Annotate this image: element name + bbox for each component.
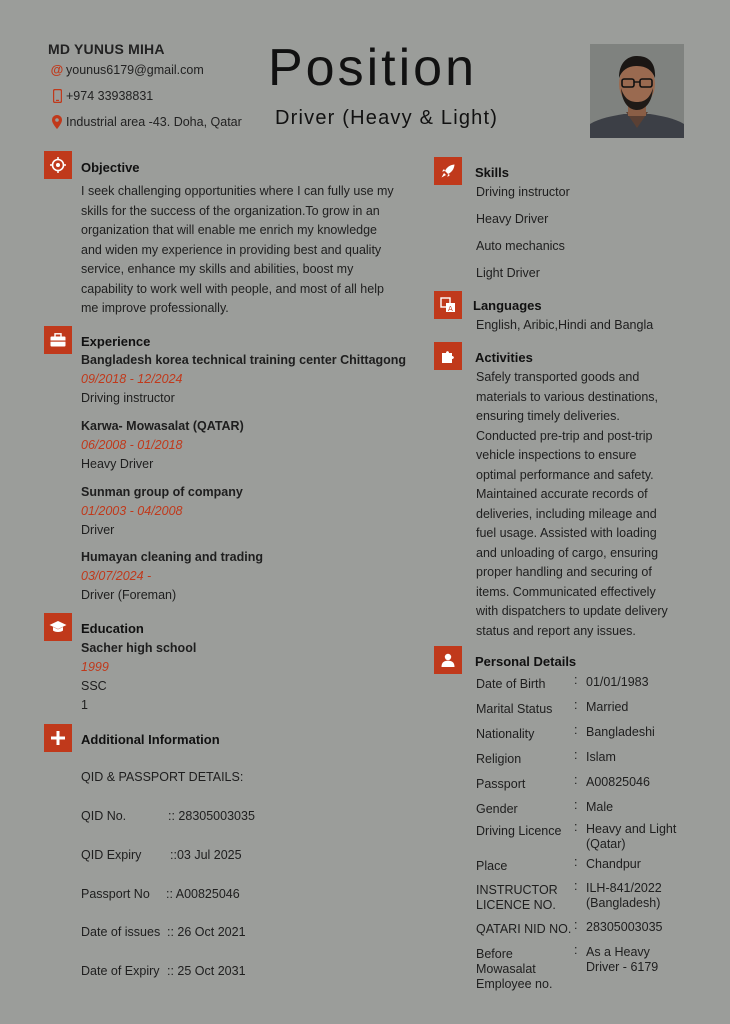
job-dates: 09/2018 - 12/2024 xyxy=(81,372,183,386)
skill-item: Driving instructor xyxy=(476,185,570,199)
personal-detail-label: Passport xyxy=(476,777,526,791)
personal-detail-colon: : xyxy=(574,798,578,812)
personal-detail-value: A00825046 xyxy=(586,775,650,789)
activities-line: vehicle inspections to ensure xyxy=(476,448,637,462)
personal-detail-colon: : xyxy=(574,820,578,834)
graduation-cap-icon xyxy=(44,613,72,641)
address-text: Industrial area -43. Doha, Qatar xyxy=(66,115,242,129)
job-entry xyxy=(81,550,263,602)
personal-detail-value: As a Heavy Driver - 6179 xyxy=(586,945,659,974)
skill-item: Auto mechanics xyxy=(476,239,565,253)
svg-text:A: A xyxy=(448,305,453,313)
job-role: Driver (Foreman) xyxy=(81,588,177,602)
education-degree: SSC xyxy=(81,679,107,693)
personal-heading: Personal Details xyxy=(475,654,577,669)
phone-row xyxy=(48,89,153,103)
job-company: Karwa- Mowasalat (QATAR) xyxy=(81,419,244,433)
experience-heading: Experience xyxy=(81,334,151,349)
personal-detail-colon: : xyxy=(574,879,578,893)
personal-detail-colon: : xyxy=(574,698,578,712)
job-entry xyxy=(81,353,406,405)
email-text: younus6179@gmail.com xyxy=(66,62,204,77)
school-name: Sacher high school xyxy=(81,641,197,655)
address-row xyxy=(48,115,242,129)
profile-photo xyxy=(590,44,684,138)
additional-label: Passport No xyxy=(81,887,150,901)
phone-icon xyxy=(48,89,66,103)
objective-line: me improve professionally. xyxy=(81,301,229,315)
personal-detail-colon: : xyxy=(574,855,578,869)
personal-detail-label: Date of Birth xyxy=(476,677,546,691)
personal-detail-colon: : xyxy=(574,918,578,932)
additional-value: :: A00825046 xyxy=(166,887,240,901)
additional-value: :: 25 Oct 2031 xyxy=(167,964,246,978)
activities-line: materials to various destinations, xyxy=(476,389,659,404)
activities-line: status and report any issues. xyxy=(476,623,636,638)
job-entry xyxy=(81,419,244,471)
additional-label: QID Expiry xyxy=(81,848,142,862)
activities-line: ensuring timely deliveries. xyxy=(476,409,620,423)
personal-detail-label: Religion xyxy=(476,752,522,766)
at-icon: @ xyxy=(50,62,64,77)
job-company: Humayan cleaning and trading xyxy=(81,550,263,564)
target-icon xyxy=(44,151,72,179)
activities-line: Maintained accurate records of xyxy=(476,487,648,501)
education-heading: Education xyxy=(81,621,144,636)
personal-detail-value: Bangladeshi xyxy=(586,725,655,739)
personal-detail-label: Before Mowasalat Employee no. xyxy=(476,947,553,991)
personal-detail-label: Place xyxy=(476,859,508,873)
job-dates: 01/2003 - 04/2008 xyxy=(81,504,183,518)
objective-heading: Objective xyxy=(81,160,140,175)
job-dates: 06/2008 - 01/2018 xyxy=(81,438,183,452)
personal-detail-label: QATARI NID NO. xyxy=(476,922,572,936)
personal-detail-value: 01/01/1983 xyxy=(586,675,649,689)
email-row xyxy=(48,62,204,77)
candidate-name: MD YUNUS MIHA xyxy=(48,41,165,57)
activities-line: fuel usage. Assisted with loading xyxy=(476,526,657,540)
objective-line: and widen my experience in providing best and quality xyxy=(81,242,382,257)
job-entry xyxy=(81,485,243,537)
personal-detail-value: Islam xyxy=(586,750,616,764)
additional-value: ::03 Jul 2025 xyxy=(170,848,242,862)
personal-detail-value: Married xyxy=(586,700,629,714)
skill-item: Heavy Driver xyxy=(476,212,549,226)
languages-heading: Languages xyxy=(473,298,542,313)
plus-icon xyxy=(44,724,72,752)
objective-line: I seek challenging opportunities where I can fully use my xyxy=(81,184,394,198)
personal-detail-label: Driving Licence xyxy=(476,824,562,838)
personal-detail-value: Heavy and Light (Qatar) xyxy=(586,822,677,851)
activities-line: Safely transported goods and xyxy=(476,370,640,384)
additional-label: QID No. xyxy=(81,809,127,823)
personal-detail-value: Chandpur xyxy=(586,857,641,871)
translate-icon xyxy=(434,291,462,319)
languages-text: English, Aribic,Hindi and Bangla xyxy=(476,318,654,332)
personal-detail-label: Nationality xyxy=(476,727,535,741)
objective-line: service, enhance my skills and abilities, boost my xyxy=(81,262,354,276)
location-pin-icon xyxy=(48,115,66,129)
personal-detail-value: Male xyxy=(586,800,614,814)
activities-line: deliveries, including mileage and xyxy=(476,506,657,521)
job-company: Sunman group of company xyxy=(81,485,243,499)
personal-detail-colon: : xyxy=(574,673,578,687)
personal-detail-colon: : xyxy=(574,943,578,957)
additional-value: :: 26 Oct 2021 xyxy=(167,925,246,939)
additional-value: :: 28305003035 xyxy=(168,809,255,823)
qid-passport-heading: QID & PASSPORT DETAILS: xyxy=(81,770,244,784)
objective-line: capability to work well with people, and most of all help xyxy=(81,281,384,296)
job-company: Bangladesh korea technical training center Chittagong xyxy=(81,353,407,367)
activities-line: with dispatchers to update delivery xyxy=(476,604,668,618)
job-dates: 03/07/2024 - xyxy=(81,569,152,583)
job-role: Driver xyxy=(81,523,115,537)
education-year: 1999 xyxy=(81,660,109,674)
personal-detail-colon: : xyxy=(574,723,578,737)
briefcase-icon xyxy=(44,326,72,354)
activities-line: optimal performance and safety. xyxy=(476,467,654,482)
objective-line: organization that will enable me enrich my knowledge xyxy=(81,223,377,237)
objective-line: skills for the success of the organization.To grow in an xyxy=(81,203,380,218)
personal-detail-label: Marital Status xyxy=(476,702,553,716)
personal-detail-label: Gender xyxy=(476,802,518,816)
education-grade: 1 xyxy=(81,698,88,712)
activities-heading: Activities xyxy=(475,350,533,365)
job-role: Driving instructor xyxy=(81,391,175,405)
education-entry xyxy=(81,641,196,712)
user-icon xyxy=(434,646,462,674)
skill-item: Light Driver xyxy=(476,266,540,280)
job-role: Heavy Driver xyxy=(81,457,154,471)
activities-line: proper handling and securing of xyxy=(476,565,652,579)
additional-label: Date of Expiry xyxy=(81,964,160,978)
additional-label: Date of issues xyxy=(81,925,161,939)
personal-detail-colon: : xyxy=(574,748,578,762)
personal-detail-colon: : xyxy=(574,773,578,787)
personal-detail-label: INSTRUCTOR LICENCE NO. xyxy=(476,883,558,912)
puzzle-icon xyxy=(434,342,462,370)
skills-heading: Skills xyxy=(475,165,509,180)
activities-text xyxy=(476,368,706,641)
activities-line: and unloading of cargo, ensuring xyxy=(476,545,659,560)
rocket-icon xyxy=(434,157,462,185)
activities-line: Conducted pre-trip and post-trip xyxy=(476,428,653,443)
personal-detail-value: 28305003035 xyxy=(586,920,663,934)
position-subtitle: Driver (Heavy & Light) xyxy=(275,107,499,129)
additional-heading: Additional Information xyxy=(81,732,220,747)
personal-detail-value: ILH-841/2022 (Bangladesh) xyxy=(586,881,662,910)
phone-text: +974 33938831 xyxy=(66,89,154,103)
activities-line: items. Communicated effectively xyxy=(476,584,656,599)
objective-text xyxy=(81,182,421,319)
position-title: Position xyxy=(268,39,477,97)
